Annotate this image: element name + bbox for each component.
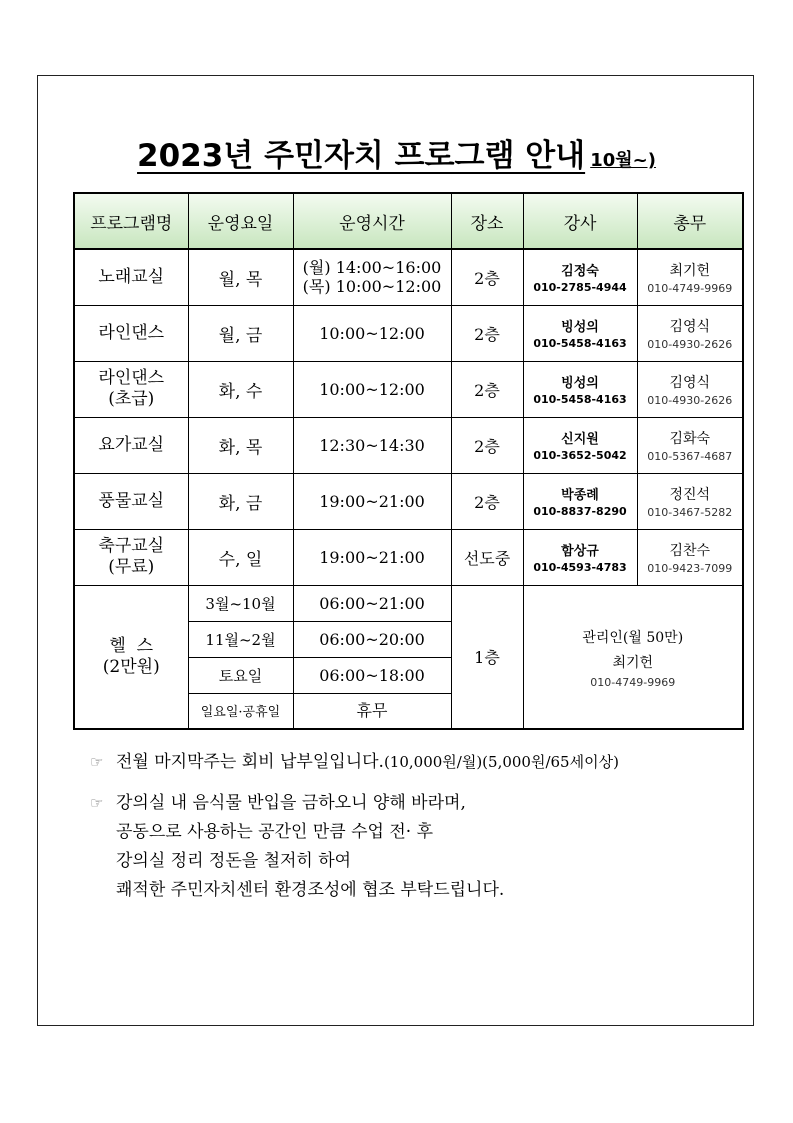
teacher-phone: 010-2785-4944 xyxy=(533,281,627,295)
period-cell: 3월~10월 xyxy=(188,585,293,621)
days-cell: 화, 목 xyxy=(188,417,293,473)
teacher-phone: 010-3652-5042 xyxy=(533,449,627,462)
program-cell xyxy=(74,473,188,529)
fee-note xyxy=(90,748,740,777)
table-row xyxy=(74,417,743,473)
program-cell xyxy=(74,249,188,305)
place-cell: 2층 xyxy=(451,417,523,473)
time-cell: 06:00~20:00 xyxy=(293,621,451,657)
table-row xyxy=(74,305,743,361)
classroom-note-line: 강의실 내 음식물 반입을 금하오니 양해 바라며, xyxy=(116,793,466,813)
table-row xyxy=(74,473,743,529)
staff-cell xyxy=(637,417,743,473)
classroom-note xyxy=(90,789,740,818)
staff-name: 김찬수 xyxy=(669,542,711,559)
header-place: 장소 xyxy=(451,193,523,249)
pointing-hand-icon: ☞ xyxy=(90,794,104,812)
staff-name: 김영식 xyxy=(669,374,711,391)
title-sub: 10월~) xyxy=(590,150,656,171)
program-cell xyxy=(74,417,188,473)
staff-cell xyxy=(637,249,743,305)
table-row xyxy=(74,585,743,621)
teacher-name: 빙성의 xyxy=(561,376,599,391)
teacher-cell xyxy=(523,305,637,361)
time-cell: 10:00~12:00 xyxy=(293,305,451,361)
place-cell: 2층 xyxy=(451,473,523,529)
program-cell xyxy=(74,529,188,585)
time-cell: 19:00~21:00 xyxy=(293,529,451,585)
pointing-hand-icon: ☞ xyxy=(90,753,104,771)
period-cell: 일요일·공휴일 xyxy=(188,693,293,729)
teacher-cell xyxy=(523,249,637,305)
manager-name: 최기헌 xyxy=(612,655,654,672)
classroom-note-line: 쾌적한 주민자치센터 환경조성에 협조 부탁드립니다. xyxy=(116,880,505,900)
teacher-phone: 010-4593-4783 xyxy=(533,561,627,574)
schedule-table xyxy=(73,192,744,730)
teacher-phone: 010-8837-8290 xyxy=(533,505,627,518)
staff-name: 정진석 xyxy=(669,486,711,503)
time-line: (목) 10:00~12:00 xyxy=(302,277,442,297)
program-name: 축구교실 xyxy=(98,536,165,556)
notes xyxy=(90,748,740,905)
place-cell: 2층 xyxy=(451,249,523,305)
manager-cell xyxy=(523,585,743,729)
header-time: 운영시간 xyxy=(293,193,451,249)
title-main: 2023년 주민자치 프로그램 안내 xyxy=(137,138,586,174)
days-cell: 월, 금 xyxy=(188,305,293,361)
staff-cell xyxy=(637,529,743,585)
manager-label: 관리인(월 50만) xyxy=(582,630,684,647)
classroom-note-line: 공동으로 사용하는 공간인 만큼 수업 전· 후 xyxy=(116,822,434,842)
classroom-note-line: 강의실 정리 정돈을 철저히 하여 xyxy=(116,851,352,871)
program-note: (무료) xyxy=(108,557,155,577)
staff-phone: 010-9423-7099 xyxy=(647,561,733,575)
time-cell: 06:00~21:00 xyxy=(293,585,451,621)
place-cell: 1층 xyxy=(451,585,523,729)
staff-name: 김화숙 xyxy=(669,430,711,447)
days-cell: 화, 금 xyxy=(188,473,293,529)
fee-note-amounts: (10,000원/월)(5,000원/65세이상) xyxy=(383,753,619,771)
program-name: 라인댄스 xyxy=(98,322,165,343)
staff-phone: 010-4749-9969 xyxy=(647,281,733,295)
staff-phone: 010-5367-4687 xyxy=(647,449,733,463)
program-note: (초급) xyxy=(108,389,155,409)
table-row xyxy=(74,361,743,417)
header-staff: 총무 xyxy=(637,193,743,249)
place-cell: 선도중 xyxy=(451,529,523,585)
time-cell: 12:30~14:30 xyxy=(293,417,451,473)
time-cell: 10:00~12:00 xyxy=(293,361,451,417)
teacher-phone: 010-5458-4163 xyxy=(533,393,627,406)
program-name: 노래교실 xyxy=(98,266,165,287)
staff-name: 김영식 xyxy=(669,318,711,335)
staff-cell xyxy=(637,473,743,529)
page-title xyxy=(0,130,793,175)
days-cell: 월, 목 xyxy=(188,249,293,305)
place-cell: 2층 xyxy=(451,361,523,417)
program-name: 라인댄스 xyxy=(98,368,165,388)
program-name: 풍물교실 xyxy=(98,490,165,511)
program-name: 요가교실 xyxy=(98,434,165,455)
staff-cell xyxy=(637,361,743,417)
teacher-name: 박종례 xyxy=(561,488,599,503)
time-cell: 19:00~21:00 xyxy=(293,473,451,529)
staff-phone: 010-4930-2626 xyxy=(647,393,733,407)
time-cell: 06:00~18:00 xyxy=(293,657,451,693)
teacher-cell xyxy=(523,417,637,473)
header-program: 프로그램명 xyxy=(74,193,188,249)
table-header-row xyxy=(74,193,743,249)
time-line: (월) 14:00~16:00 xyxy=(302,258,442,278)
staff-name: 최기헌 xyxy=(669,262,711,279)
place-cell: 2층 xyxy=(451,305,523,361)
program-cell xyxy=(74,305,188,361)
period-cell: 11월~2월 xyxy=(188,621,293,657)
teacher-name: 함상규 xyxy=(561,544,599,559)
staff-phone: 010-3467-5282 xyxy=(647,505,733,519)
staff-phone: 010-4930-2626 xyxy=(647,337,733,351)
days-cell: 화, 수 xyxy=(188,361,293,417)
teacher-phone: 010-5458-4163 xyxy=(533,337,627,350)
header-teacher: 강사 xyxy=(523,193,637,249)
staff-cell xyxy=(637,305,743,361)
teacher-cell xyxy=(523,473,637,529)
time-cell xyxy=(293,249,451,305)
program-cell xyxy=(74,585,188,729)
header-days: 운영요일 xyxy=(188,193,293,249)
table-row xyxy=(74,529,743,585)
teacher-cell xyxy=(523,529,637,585)
program-name: 헬 스 xyxy=(109,635,154,656)
teacher-cell xyxy=(523,361,637,417)
time-cell: 휴무 xyxy=(293,693,451,729)
program-note: (2만원) xyxy=(102,656,160,677)
fee-note-text: 전월 마지막주는 회비 납부일입니다. xyxy=(116,752,384,772)
table-row xyxy=(74,249,743,305)
days-cell: 수, 일 xyxy=(188,529,293,585)
manager-phone: 010-4749-9969 xyxy=(590,676,676,690)
teacher-name: 빙성의 xyxy=(561,320,599,335)
teacher-name: 신지원 xyxy=(561,432,599,447)
period-cell: 토요일 xyxy=(188,657,293,693)
program-cell xyxy=(74,361,188,417)
teacher-name: 김정숙 xyxy=(561,264,599,280)
